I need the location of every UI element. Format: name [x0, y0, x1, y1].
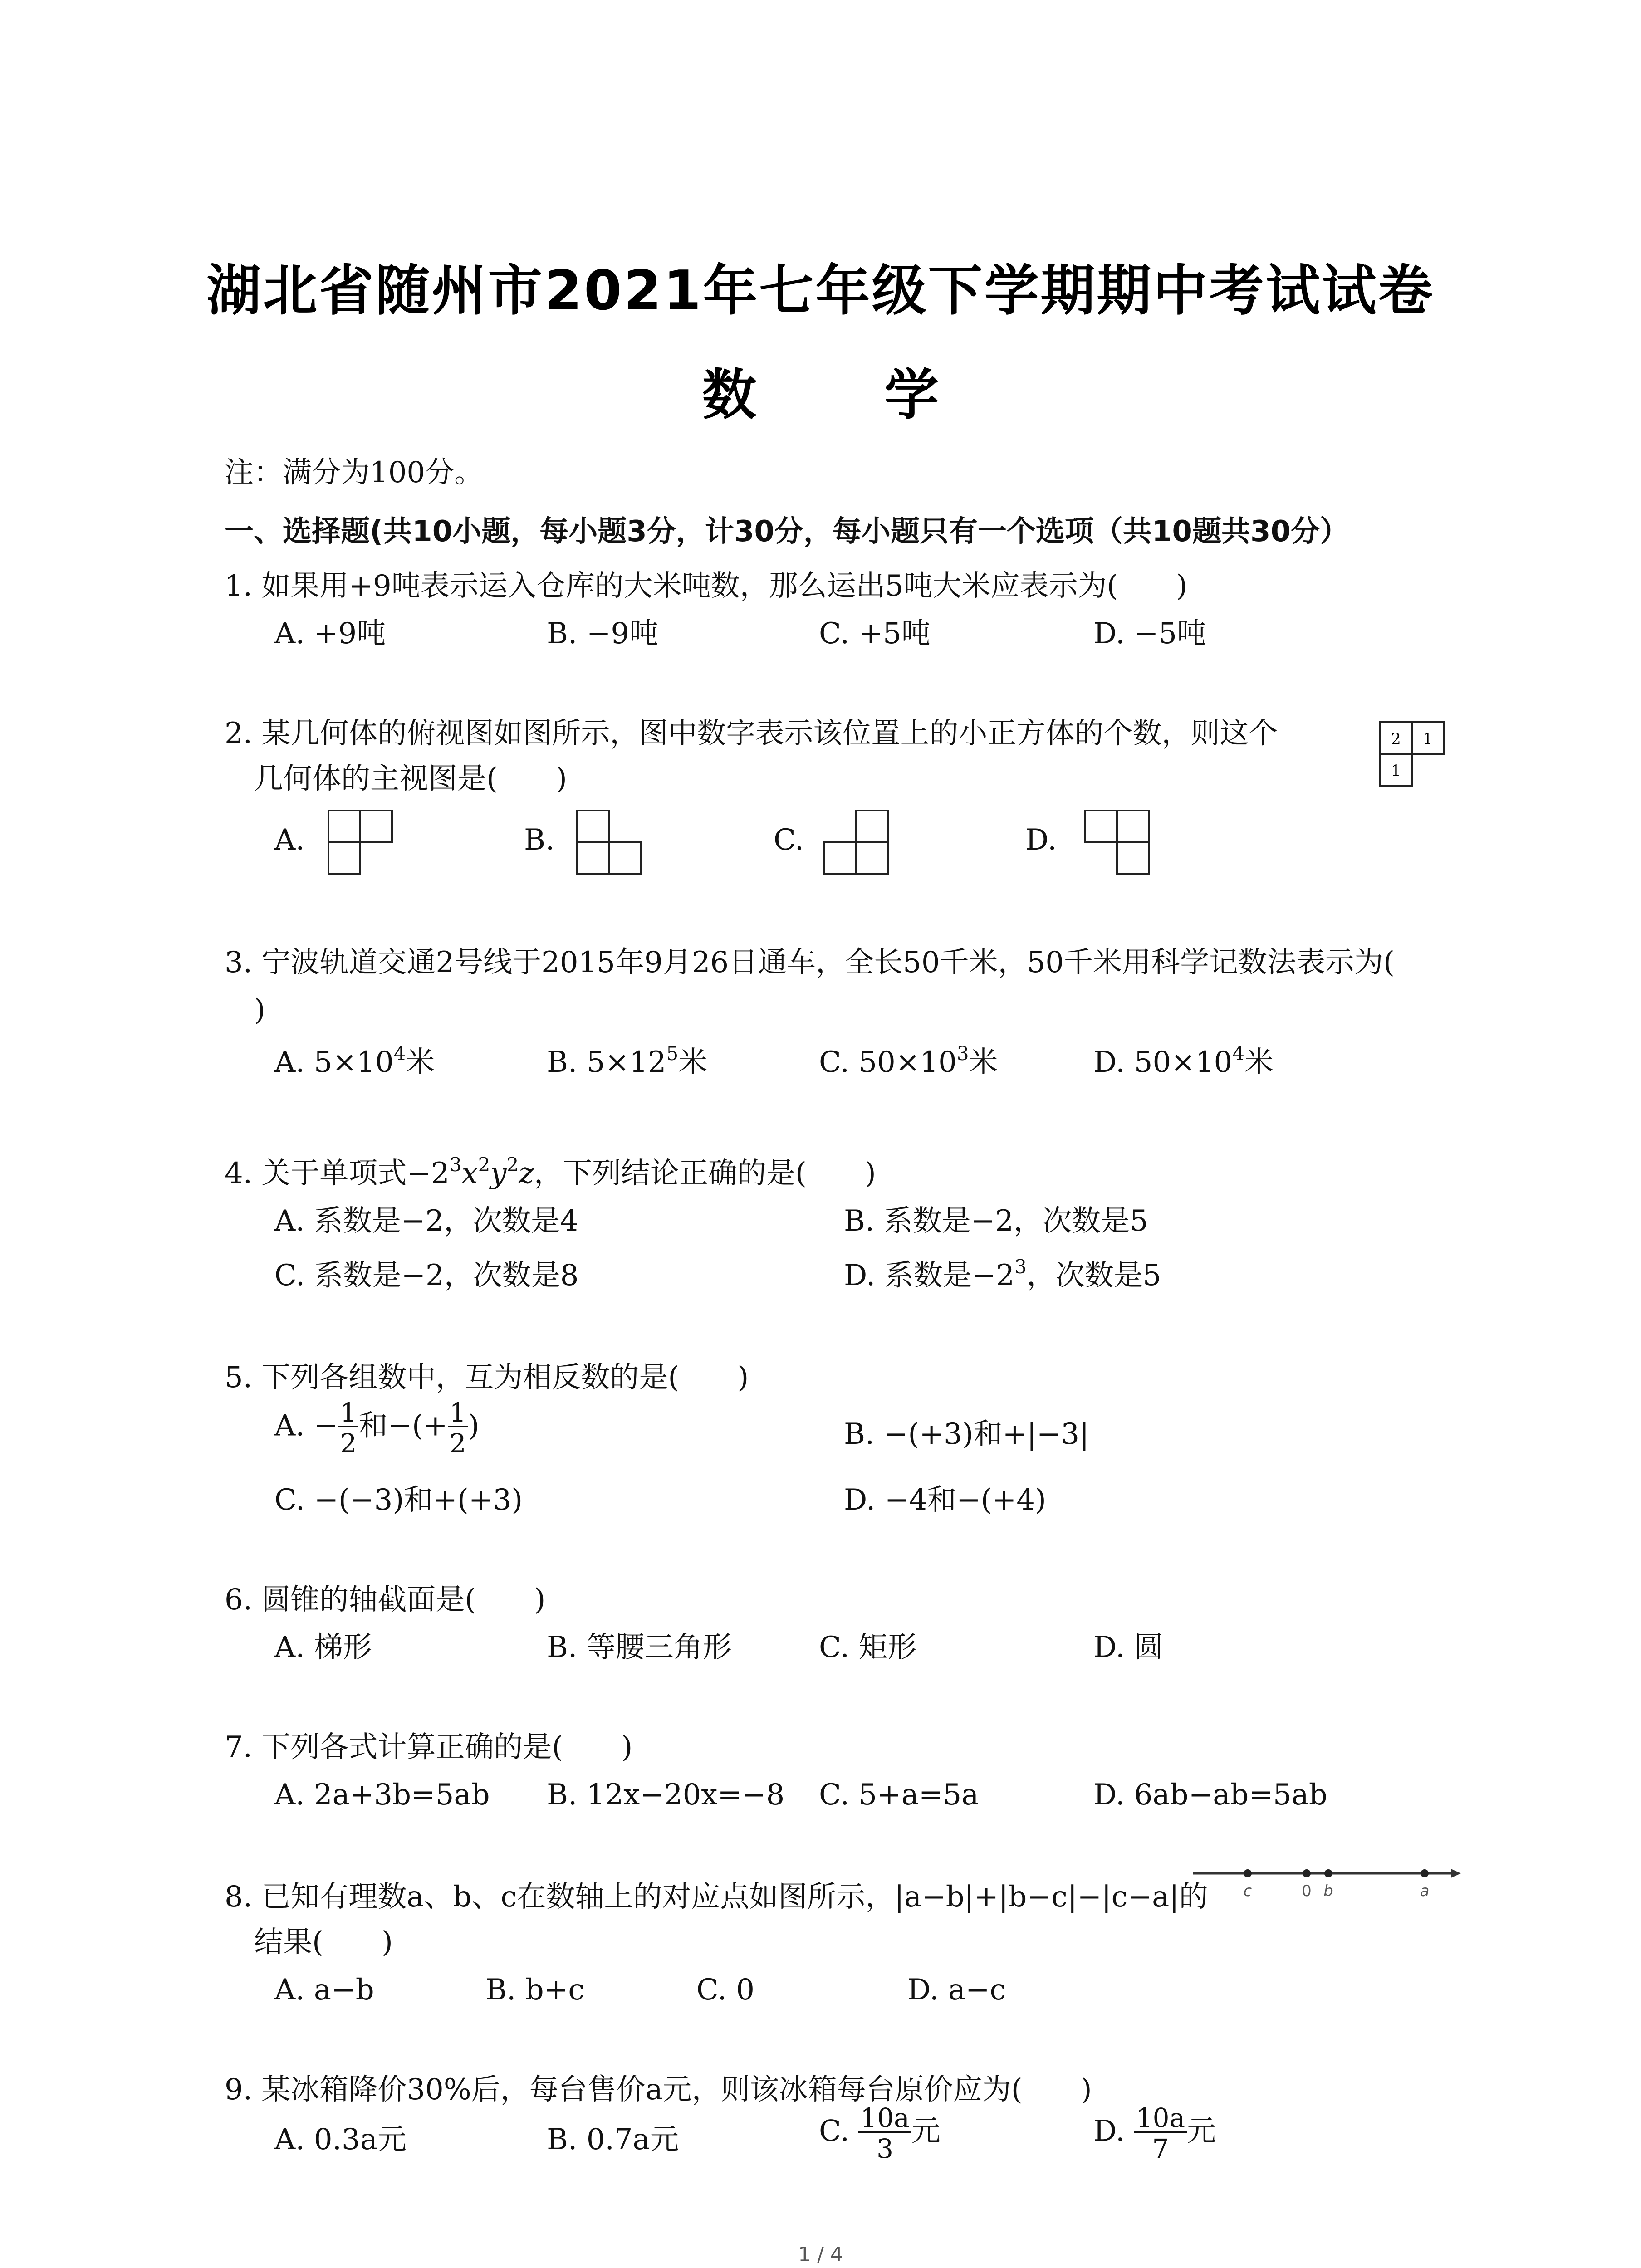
q8-option-d: D. a−c [907, 1973, 1006, 2007]
q4-option-a: A. 系数是−2，次数是4 [274, 1204, 578, 1238]
grid-number: 1 [1423, 730, 1433, 748]
q2-option-c-label: C. [774, 823, 804, 857]
q9-option-a: A. 0.3a元 [274, 2123, 407, 2156]
axis-label: a [1420, 1882, 1430, 1900]
q2-option-b-label: B. [524, 823, 555, 857]
q3-option-a: A. $5\times 10^4$米 [274, 1042, 435, 1079]
q5-option-c: C. −(−3)和+(+3) [274, 1483, 523, 1517]
question-9-stem: 9. 某冰箱降价30%后，每台售价a元，则该冰箱每台原价应为( ) [225, 2073, 1092, 2107]
question-8-stem-line1: 8. 已知有理数a、b、c在数轴上的对应点如图所示，|a−b|+|b−c|−|c−a|的 [225, 1880, 1208, 1914]
q3-option-d: D. $50\times 10^4$米 [1093, 1042, 1274, 1079]
exam-title: 湖北省随州市2021年七年级下学期期中考试试卷 [206, 259, 1435, 323]
q2-option-c-figure [823, 810, 892, 878]
q1-option-d: D. −5吨 [1093, 617, 1206, 650]
note: 注：满分为100分。 [225, 456, 484, 489]
q8-option-c: C. 0 [696, 1973, 755, 2007]
question-4-stem: 4. 关于单项式$-2^3x^2y^2z$，下列结论正确的是( ) [225, 1154, 876, 1190]
q6-option-c: C. 矩形 [819, 1631, 917, 1664]
question-8-stem-line2: 结果( ) [254, 1926, 393, 1959]
question-5-stem: 5. 下列各组数中，互为相反数的是( ) [225, 1361, 749, 1394]
q3-option-c: C. $50\times 10^3$米 [819, 1042, 998, 1079]
question-2-stem-line2: 几何体的主视图是( ) [254, 762, 567, 796]
q6-option-a: A. 梯形 [274, 1631, 372, 1664]
q4-option-b: B. 系数是−2，次数是5 [844, 1204, 1148, 1238]
q7-option-c: C. 5+a=5a [819, 1778, 979, 1812]
section-heading: 一、选择题(共10小题，每小题3分，计30分，每小题只有一个选项（共10题共30分） [225, 515, 1349, 548]
question-2-stem-line1: 2. 某几何体的俯视图如图所示，图中数字表示该位置上的小正方体的个数，则这个 [225, 717, 1278, 750]
q7-option-d: D. 6ab−ab=5ab [1093, 1778, 1327, 1812]
axis-label: b [1323, 1882, 1333, 1900]
q2-option-d-label: D. [1025, 823, 1057, 857]
q8-number-line-figure [1193, 1860, 1461, 1901]
axis-label: 0 [1302, 1882, 1312, 1900]
q6-option-b: B. 等腰三角形 [547, 1631, 732, 1664]
q2-top-view-figure [1379, 721, 1456, 789]
subject-title: 数 学 [702, 364, 994, 427]
question-6-stem: 6. 圆锥的轴截面是( ) [225, 1583, 546, 1617]
q1-option-b: B. −9吨 [547, 617, 659, 650]
q2-option-b-figure [576, 810, 644, 878]
grid-number: 2 [1391, 730, 1401, 748]
q7-option-a: A. 2a+3b=5ab [274, 1778, 490, 1812]
q9-option-c: C. $\frac{10a}{3}$ 元 [819, 2102, 941, 2164]
q1-option-a: A. +9吨 [274, 617, 386, 650]
q3-option-b: B. $5\times 12^5$米 [547, 1042, 708, 1079]
q9-option-b: B. 0.7a元 [547, 2123, 679, 2156]
q6-option-d: D. 圆 [1093, 1631, 1163, 1664]
q7-option-b: B. 12x−20x=−8 [547, 1778, 785, 1812]
grid-number: 1 [1391, 762, 1401, 780]
q8-option-a: A. a−b [274, 1973, 374, 2007]
question-3-stem-line2: ) [254, 993, 265, 1027]
question-1-stem: 1. 如果用+9吨表示运入仓库的大米吨数，那么运出5吨大米应表示为( ) [225, 569, 1188, 603]
q5-option-d: D. −4和−(+4) [844, 1483, 1046, 1517]
q9-option-d: D. $\frac{10a}{7}$ 元 [1093, 2102, 1216, 2164]
page-number: 1 / 4 [798, 2243, 843, 2266]
q1-option-c: C. +5吨 [819, 617, 931, 650]
q5-option-b: B. −(+3)和+|−3| [844, 1418, 1089, 1451]
q5-option-a: A. − $\frac{1}{2}$ 和−(+ $\frac{1}{2}$ ) [274, 1397, 480, 1459]
axis-label: c [1243, 1882, 1252, 1900]
question-7-stem: 7. 下列各式计算正确的是( ) [225, 1730, 633, 1764]
q8-option-b: B. b+c [485, 1973, 585, 2007]
question-3-stem-line1: 3. 宁波轨道交通2号线于2015年9月26日通车，全长50千米，50千米用科学记数法表示为( [225, 946, 1395, 979]
q2-option-a-figure [328, 810, 396, 878]
q2-option-a-label: A. [274, 823, 305, 857]
q4-option-c: C. 系数是−2，次数是8 [274, 1259, 579, 1292]
q4-option-d: D. 系数是$-2^3$，次数是5 [844, 1256, 1161, 1292]
q2-option-d-figure [1084, 810, 1152, 878]
